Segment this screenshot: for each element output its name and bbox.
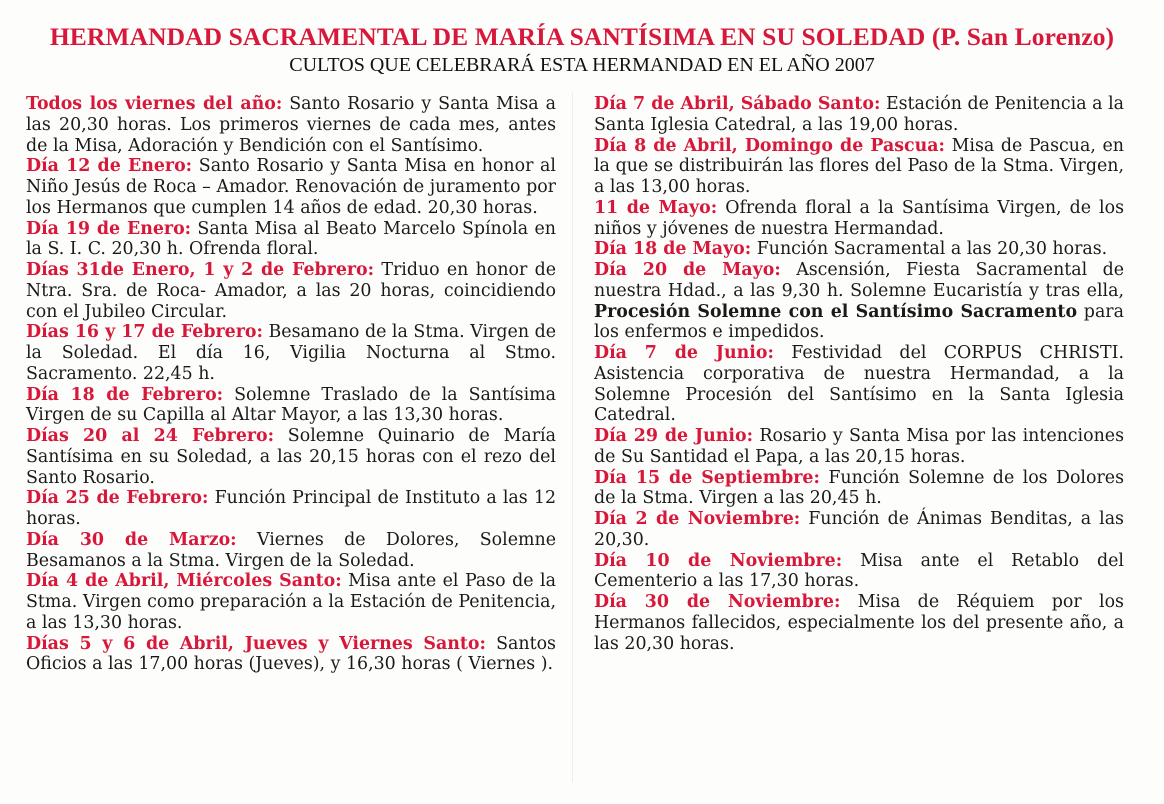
page-title: HERMANDAD SACRAMENTAL DE MARÍA SANTÍSIMA EN SU SOLEDAD (P. San Lorenzo) [49,22,1115,51]
event-entry [26,322,556,384]
event-entry [594,239,1124,260]
event-date: Días 20 al 24 Febrero: [26,426,275,446]
event-text: Ascensión, Fiesta Sacramental de nuestra Hdad., a las 9,30 h. Solemne Eucaristía y tras ella, [594,260,1125,301]
event-text: Solemne Traslado de la Santísima Virgen de su Capilla al Altar Mayor, a las 13,30 horas. [26,384,556,426]
event-text: Función de Ánimas Benditas, a las 20,30. [594,509,1124,550]
event-date: Día 18 de Febrero: [26,384,224,405]
event-text: Función Sacramental a las 20,30 horas. [751,239,1108,260]
event-entry [594,136,1124,198]
event-entry [26,385,556,427]
event-text: Misa de Réquiem por los Hermanos fallecidos, especialmente los del presente año, a las 20,30 horas. [594,592,1124,654]
event-entry [26,426,556,488]
event-text: Misa ante el Retablo del Cementerio a las 17,30 horas. [594,550,1124,592]
event-date: Día 7 de Abril, Sábado Santo: [594,94,881,114]
event-text: Función Solemne de los Dolores de la Stma. Virgen a las 20,45 h. [594,467,1124,509]
event-entry [594,343,1124,426]
event-date: Día 25 de Febrero: [26,488,209,509]
event-entry [26,488,556,530]
event-text: Santo Rosario y Santa Misa a las 20,30 horas. Los primeros viernes de cada mes, antes de la Misa, Adoración y Bendición con el Santísimo. [26,94,556,156]
event-date: Día 20 de Mayo: [594,260,781,280]
event-text: Ofrenda floral a la Santísima Virgen, de los niños y jóvenes de nuestra Hermandad. [594,197,1124,239]
event-text-tail: para los enfermos e impedidos. [594,301,1124,343]
event-entry [594,198,1124,240]
event-date: Día 4 de Abril, Miércoles Santo: [26,571,342,592]
event-text: Función Principal de Instituto a las 12 horas. [26,488,557,529]
event-text: Santos Oficios a las 17,00 horas (Jueves), y 16,30 horas ( Viernes ). [26,633,556,675]
event-date: Días 31de Enero, 1 y 2 de Febrero: [26,260,375,280]
page-header [0,22,1164,77]
event-entry [26,219,556,261]
event-entry [594,260,1124,343]
event-text: Besamano de la Stma. Virgen de la Soledad. El día 16, Vigilia Nocturna al Stmo. Sacramento. 22,45 h. [26,322,556,384]
event-date: Día 10 de Noviembre: [594,550,843,571]
event-date: Día 18 de Mayo: [594,239,752,260]
event-entry [26,94,556,156]
event-text: Rosario y Santa Misa por las intenciones de Su Santidad el Papa, a las 20,15 horas. [594,426,1124,467]
event-date: Día 29 de Junio: [594,426,754,446]
event-date: Días 5 y 6 de Abril, Jueves y Viernes Santo: [26,633,486,654]
event-date: Día 30 de Noviembre: [594,592,841,612]
event-date: 11 de Mayo: [594,197,718,218]
event-date: Día 7 de Junio: [594,343,774,363]
event-date: Todos los viernes del año: [26,94,283,114]
event-entry [594,592,1124,654]
event-text: Solemne Quinario de María Santísima en su Soledad, a las 20,15 horas con el rezo del Santo Rosario. [26,426,556,488]
event-entry [26,260,556,322]
event-text: Santa Misa al Beato Marcelo Spínola en la S. I. C. 20,30 h. Ofrenda floral. [26,218,556,260]
event-highlight: Procesión Solemne con el Santísimo Sacramento [594,301,1078,322]
event-date: Día 12 de Enero: [26,156,193,177]
event-date: Día 19 de Enero: [26,218,192,239]
event-entry [594,468,1124,510]
event-date: Día 2 de Noviembre: [594,509,801,529]
event-entry [26,571,556,633]
right-column [594,94,1124,654]
event-entry [594,426,1124,468]
event-text: Estación de Penitencia a la Santa Iglesia Catedral, a las 19,00 horas. [594,94,1124,135]
event-date: Día 15 de Septiembre: [594,467,820,488]
event-entry [26,634,556,676]
event-text: Santo Rosario y Santa Misa en honor al Niño Jesús de Roca – Amador. Renovación de juramento por los Hermanos que cumplen 14 años de edad. 20,30 horas. [26,156,556,218]
event-entry [26,530,556,572]
event-entry [594,551,1124,593]
event-text: Festividad del CORPUS CHRISTI. Asistencia corporativa de nuestra Hermandad, a la Solemne Procesión del Santísimo en la Santa Iglesia Catedral. [594,343,1124,426]
event-text: Misa ante el Paso de la Stma. Virgen como preparación a la Estación de Penitencia, a las 13,30 horas. [26,571,556,633]
event-entry [594,94,1124,136]
event-date: Día 30 de Marzo: [26,529,237,550]
event-text: Triduo en honor de Ntra. Sra. de Roca- Amador, a las 20 horas, coincidiendo con el Jubileo Circular. [26,260,556,322]
column-divider [572,92,573,782]
left-column [26,94,556,675]
event-text: Viernes de Dolores, Solemne Besamanos a la Stma. Virgen de la Soledad. [26,529,556,571]
event-date: Día 8 de Abril, Domingo de Pascua: [594,135,945,156]
event-entry [594,509,1124,551]
event-entry [26,156,556,218]
event-text: Misa de Pascua, en la que se distribuirán las flores del Paso de la Stma. Virgen, a las 13,00 horas. [594,135,1124,197]
page-subtitle: CULTOS QUE CELEBRARÁ ESTA HERMANDAD EN EL AÑO 2007 [289,54,875,76]
event-date: Días 16 y 17 de Febrero: [26,322,263,343]
